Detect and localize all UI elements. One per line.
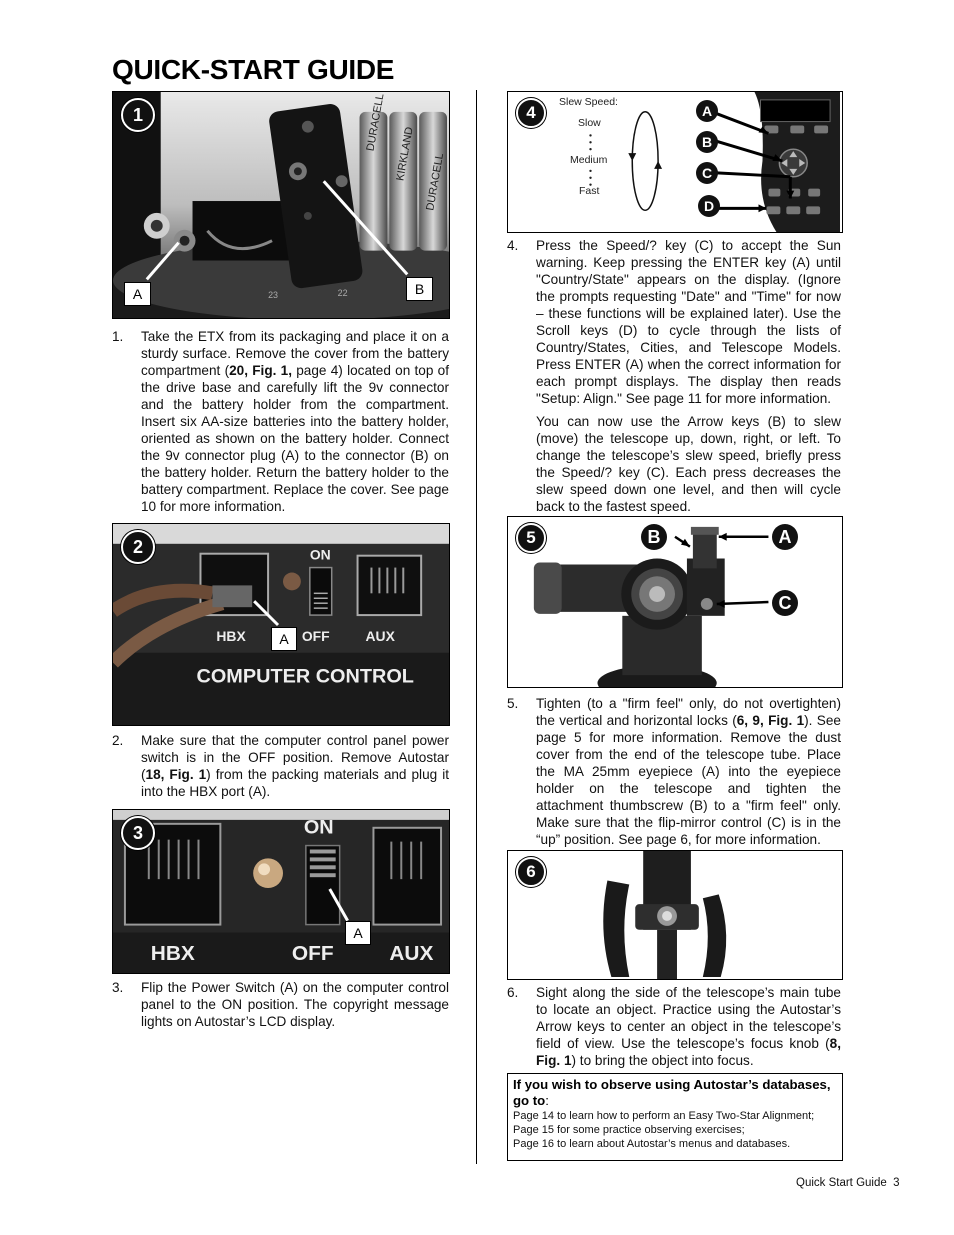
step-text: Make sure that the computer control panel power switch is in the OFF position. Remove Autostar ( (141, 733, 449, 782)
step-text: Sight along the side of the telescope’s main tube to locate an object. Practice using the Autostar’s Arrow keys to center an object in the telescope’s field of view. Use the telescope’s focus knob ( (536, 985, 841, 1051)
step-text: ) to bring the object into focus. (571, 1053, 754, 1068)
step-text: ). See page 5 for more information. Remove the dust cover from the end of the telescope tube. Place the MA 25mm eyepiece (A) into the eyepiece holder on the telescope and tighten the attachment thumbscrew (B) to a "firm feel" only. Make sure that the flip-mirror control (C) is in the “up” position. See page 6, for more information. (536, 713, 841, 847)
info-box-line: Page 16 to learn about Autostar’s menus and databases. (513, 1138, 791, 1150)
hbx-label: HBX (150, 942, 195, 966)
telescope-sighting-illustration (508, 851, 842, 979)
figure-6-sighting-photo (507, 850, 843, 980)
page-title: QUICK-START GUIDE (112, 54, 395, 85)
off-label: OFF (301, 627, 330, 644)
step-number: 1. (112, 329, 124, 344)
step-paragraph: Press the Speed/? key (C) to accept the Sun warning. Keep pressing the ENTER key (A) until "Country/State" appears on the display. (Ignore the prompts requesting "Date" and "Time" for now – these functions will be explained later). Use the Scroll keys (D) to cycle through the lists of Country/States, Cities, and Telescope Models. Press ENTER (A) when the correct information for each prompt displays. The display then reads "Setup: Align." See page 11 for more information. (536, 238, 841, 406)
figure-number-badge: 4 (516, 98, 546, 128)
step-text: ) from the packing materials and plug it into the HBX port (A). (141, 767, 450, 799)
slew-speed-fast: Fast (579, 185, 600, 197)
figure-5-eyepiece-photo (507, 516, 843, 688)
step-6-text (507, 984, 841, 1069)
figure-number-badge: 3 (121, 816, 155, 850)
figure-reference: 8, Fig. 1 (536, 1036, 841, 1068)
power-switch-illustration (113, 810, 449, 973)
databases-info-box (507, 1073, 843, 1161)
callout-label-c: C (772, 590, 798, 616)
callout-label-b: B (406, 277, 433, 301)
figure-number-badge: 5 (516, 523, 546, 553)
battery-brand-label: KIRKLAND (394, 125, 416, 182)
info-box-title: If you wish to observe using Autostar’s databases, go to: (513, 1077, 831, 1108)
callout-label-b: B (641, 524, 667, 550)
callout-label-c: C (696, 162, 718, 184)
info-box-line: Page 15 for some practice observing exercises; (513, 1124, 745, 1136)
slew-speed-title: Slew Speed: (559, 96, 618, 108)
computer-control-label: COMPUTER CONTROL (196, 665, 414, 688)
step-3-text (112, 979, 449, 1030)
on-label: ON (303, 816, 334, 839)
info-box-line: Page 14 to learn how to perform an Easy Two-Star Alignment; (513, 1110, 815, 1122)
page-footer: Quick Start Guide 3 (796, 1177, 900, 1189)
slew-speed-slow: Slow (578, 117, 601, 129)
computer-control-panel-illustration (113, 524, 449, 725)
callout-label-a: A (772, 524, 798, 550)
figure-reference: 20, Fig. 1, (229, 363, 292, 378)
callout-label-d: D (698, 195, 720, 217)
step-text: page 4) located on top of the drive base and carefully lift the 9v connector and the battery holder from the compartment. Insert six AA-size batteries into the battery holder, oriented as shown on the battery holder. Connect the 9v connector plug (A) to the connector (B) on the battery holder. Return the battery holder to the battery compartment. Replace the cover. See page 10 for more information. (141, 363, 449, 514)
callout-label-b: B (696, 131, 718, 153)
step-number: 5. (507, 696, 519, 711)
callout-label-a: A (696, 100, 718, 122)
step-number: 2. (112, 733, 124, 748)
step-number: 4. (507, 238, 519, 253)
figure-1-battery-photo (112, 91, 450, 319)
callout-label-a: A (124, 282, 151, 306)
column-divider (476, 90, 477, 1164)
dial-number: 23 (268, 290, 279, 301)
figure-number-badge: 2 (121, 530, 155, 564)
battery-compartment-illustration (113, 92, 449, 318)
on-label: ON (309, 546, 331, 563)
autostar-handbox-illustration (508, 92, 842, 232)
aux-label: AUX (365, 627, 395, 644)
figure-3-power-switch-photo (112, 809, 450, 974)
figure-reference: 18, Fig. 1 (145, 767, 207, 782)
step-text: Tighten (to a "firm feel" only, do not overtighten) the vertical and horizontal locks ( (536, 696, 841, 728)
aux-label: AUX (389, 942, 434, 966)
step-4-text (507, 237, 841, 515)
figure-number-badge: 1 (121, 98, 155, 132)
step-text: Take the ETX from its packaging and place it on a sturdy surface. Remove the cover from the battery compartment ( (141, 329, 449, 378)
off-label: OFF (291, 942, 334, 966)
step-5-text (507, 695, 841, 848)
step-2-text (112, 732, 449, 800)
step-text: Flip the Power Switch (A) on the computer control panel to the ON position. The copyright message lights on Autostar’s LCD display. (141, 980, 449, 1029)
step-paragraph: You can now use the Arrow keys (B) to slew (move) the telescope up, down, right, or left. To change the telescope’s slew speed, briefly press the Speed/? key (C). Each press decreases the slew speed down one level, and then will cycle back to the fastest speed. (536, 414, 841, 514)
figure-reference: 6, 9, Fig. 1 (736, 713, 805, 728)
step-1-text (112, 328, 449, 515)
slew-speed-medium: Medium (570, 154, 608, 166)
figure-number-badge: 6 (516, 857, 546, 887)
step-number: 6. (507, 985, 519, 1000)
figure-4-autostar-diagram (507, 91, 843, 233)
callout-label-a: A (345, 921, 371, 945)
hbx-label: HBX (216, 627, 246, 644)
battery-brand-label: DURACELL (364, 92, 387, 152)
battery-brand-label: DURACELL (424, 152, 447, 212)
dial-number: 22 (337, 288, 348, 299)
figure-2-hbx-port-photo (112, 523, 450, 726)
step-number: 3. (112, 980, 124, 995)
callout-label-a: A (271, 627, 297, 651)
